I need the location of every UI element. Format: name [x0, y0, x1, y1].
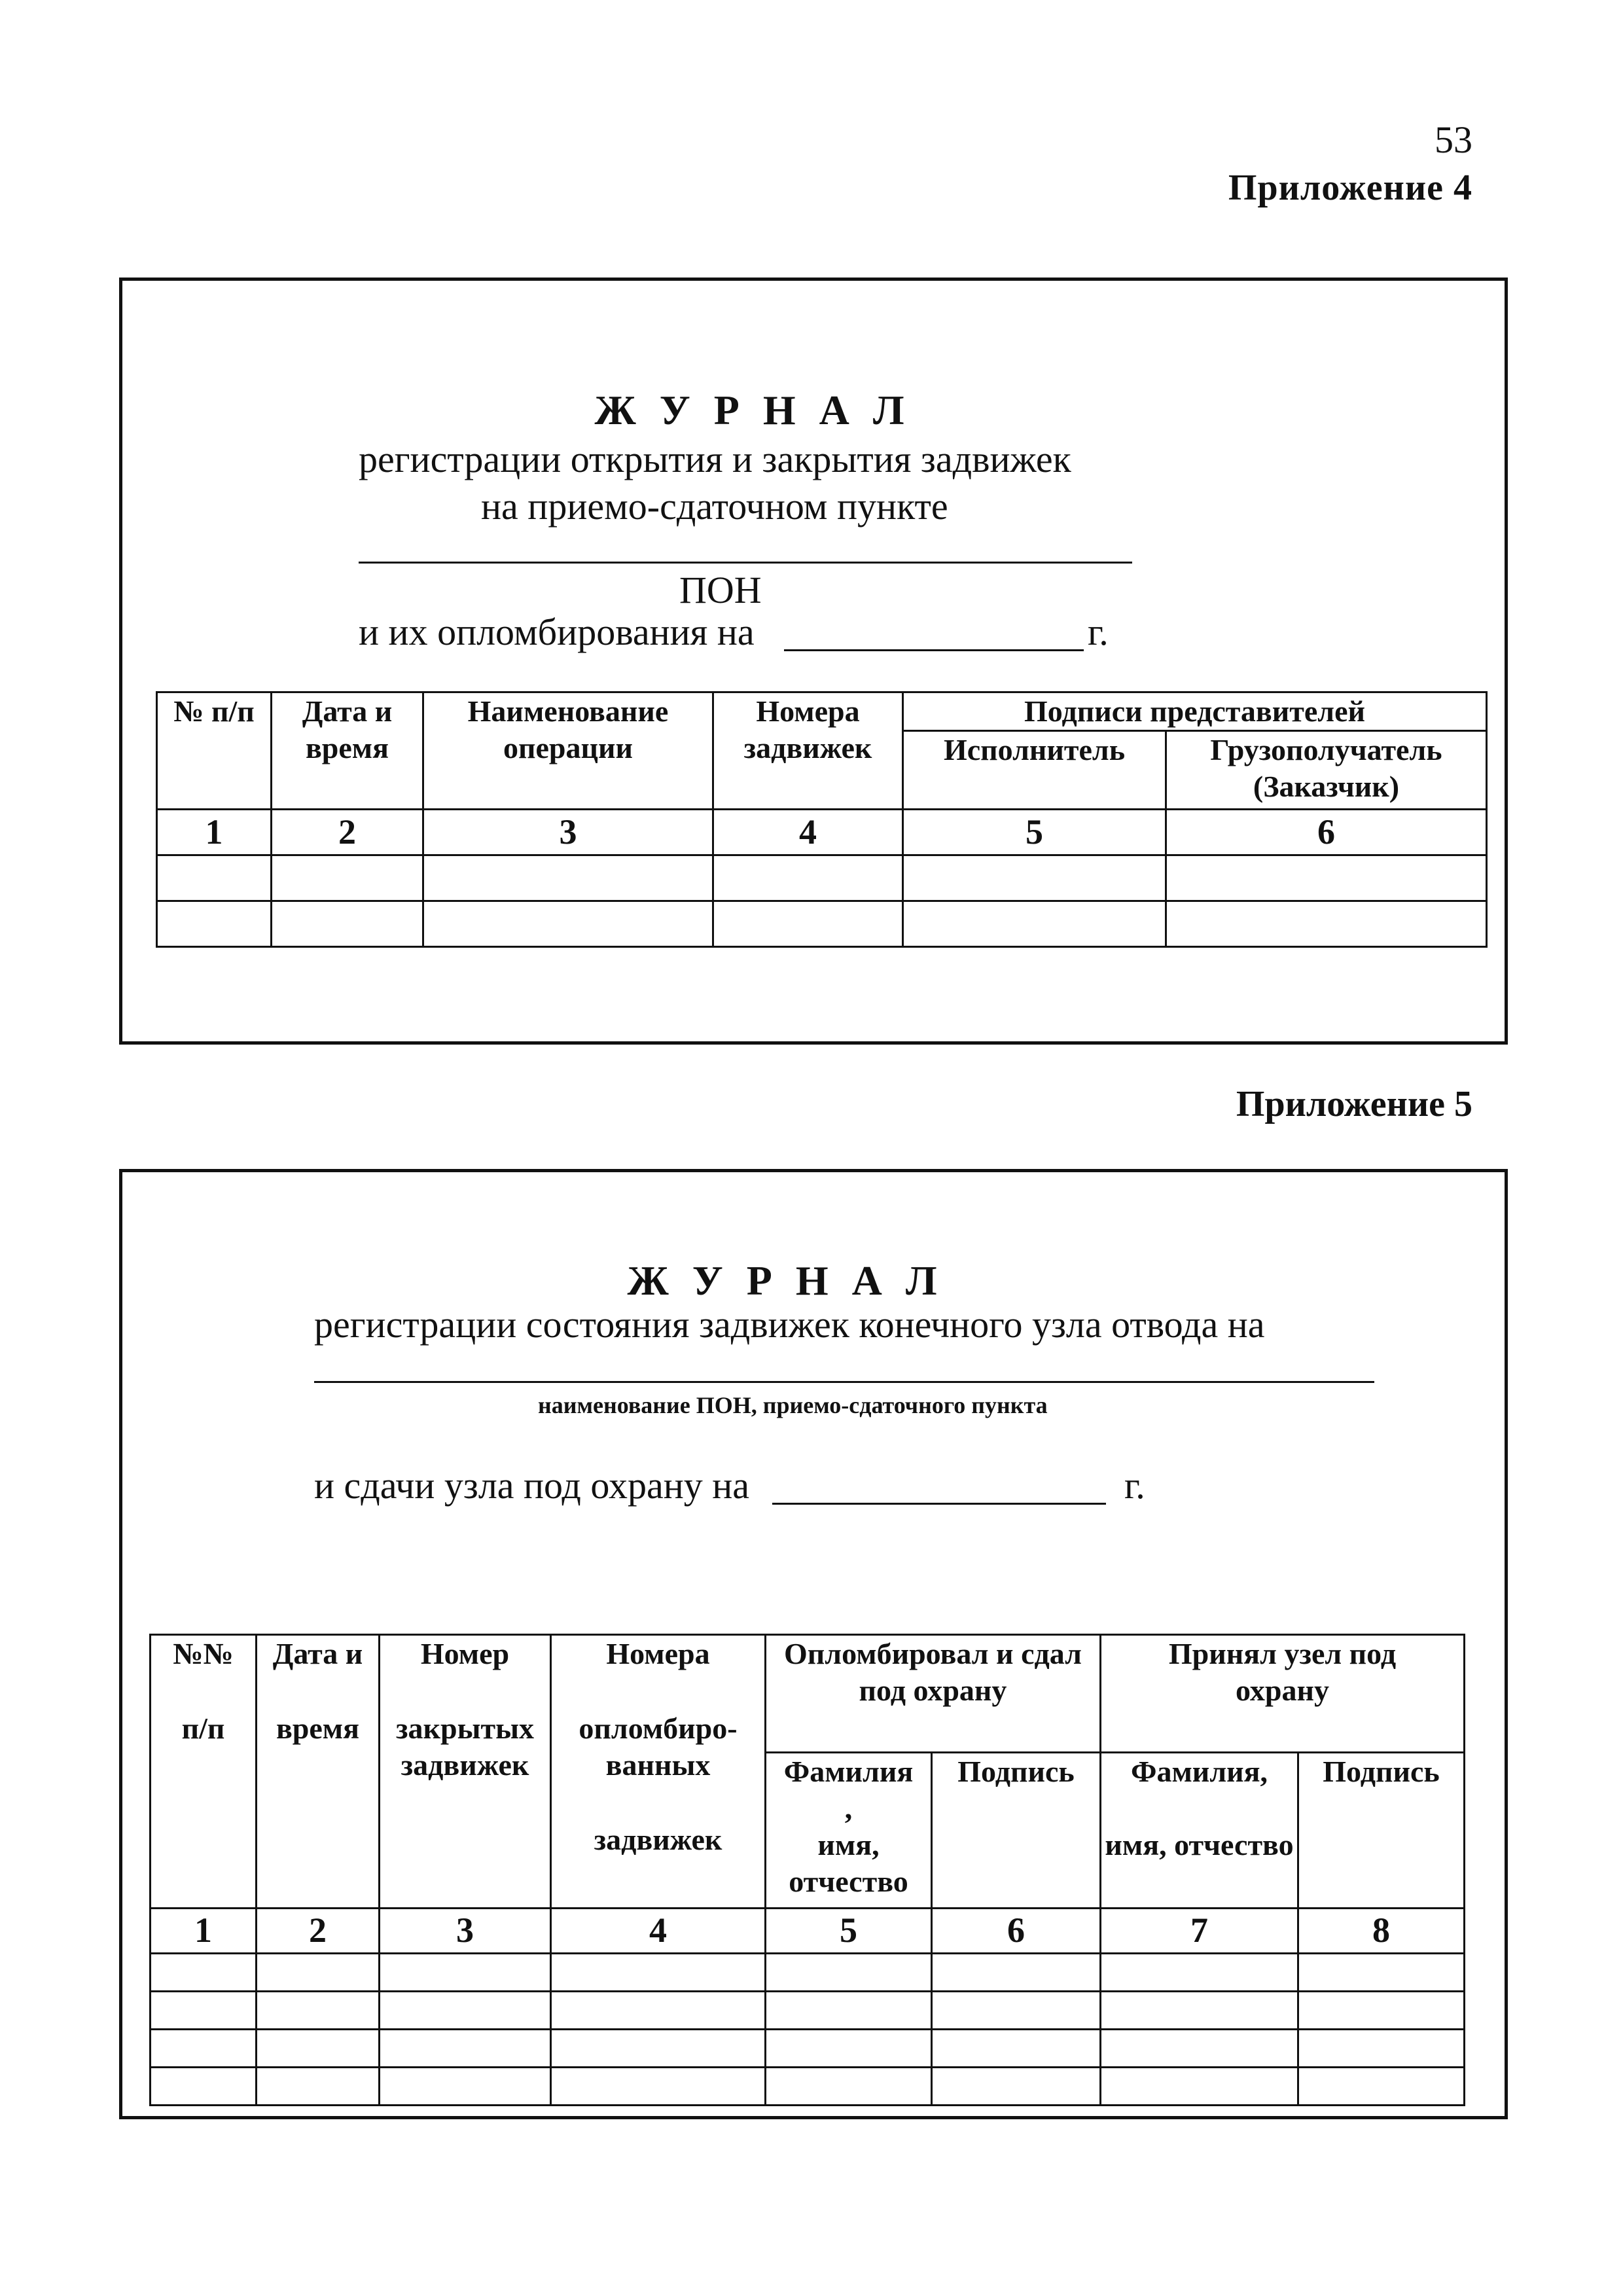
column-number: 7 — [1101, 1909, 1298, 1954]
column-number: 1 — [157, 810, 272, 855]
page-number: 53 — [1435, 118, 1472, 161]
header-date — [257, 1635, 380, 1909]
column-number: 1 — [151, 1909, 257, 1954]
column-number: 5 — [766, 1909, 932, 1954]
column-number: 5 — [903, 810, 1166, 855]
header-sealed-by: Опломбировал и сдал под охрану — [766, 1635, 1101, 1753]
table-row — [157, 855, 1487, 901]
header-closed-top: Номер — [420, 1637, 510, 1670]
header-sealed-middle: опломбиро-ванных — [579, 1712, 738, 1782]
header-sealed-valves — [551, 1635, 766, 1909]
header-consignee: Грузополучатель (Заказчик) — [1166, 731, 1487, 810]
header-signatures: Подписи представителей — [903, 692, 1487, 731]
header-sealed-bottom: задвижек — [594, 1823, 722, 1857]
header-num: № п/п — [157, 692, 272, 810]
header-accepted-by: Принял узел под охрану — [1101, 1635, 1465, 1753]
seal-date-year: г. — [1088, 611, 1109, 653]
header-operation: Наименование операции — [423, 692, 713, 810]
header-fio-2-bottom: имя, отчество — [1105, 1828, 1294, 1862]
header-fio-1-comma: , — [844, 1791, 853, 1825]
appendix-4-label: Приложение 4 — [1228, 168, 1472, 208]
header-sealed-top: Номера — [606, 1637, 710, 1670]
seal-date-blank — [784, 649, 1084, 651]
header-num-top: №№ — [173, 1637, 234, 1670]
header-signature-1: Подпись — [932, 1753, 1101, 1909]
pon-name-caption: наименование ПОН, приемо-сдаточного пункта — [538, 1392, 1048, 1418]
pon-caption: ПОН — [679, 569, 762, 611]
table-row — [151, 2067, 1465, 2105]
header-date: Дата и время — [272, 692, 423, 810]
header-fio-1-bottom: имя, отчество — [789, 1828, 908, 1899]
header-fio-2-top: Фамилия, — [1130, 1755, 1268, 1788]
column-number: 8 — [1298, 1909, 1465, 1954]
journal-title-1: Ж У Р Н А Л — [594, 387, 911, 433]
header-closed-valves — [380, 1635, 551, 1909]
pon-name-blank — [314, 1381, 1374, 1383]
journal-1-table — [156, 691, 1488, 948]
pon-blank-line — [359, 562, 1132, 564]
table-row — [157, 901, 1487, 947]
column-number: 6 — [1166, 810, 1487, 855]
seal-date-text: и их опломбирования на — [359, 611, 755, 653]
journal-1-line-1: регистрации открытия и закрытия задвижек — [359, 438, 1071, 480]
journal-1-line-2: на приемо-сдаточном пункте — [481, 485, 948, 528]
header-valves: Номера задвижек — [713, 692, 903, 810]
table-row — [151, 1991, 1465, 2029]
header-fio-1 — [766, 1753, 932, 1909]
column-number: 6 — [932, 1909, 1101, 1954]
guard-date-blank — [772, 1503, 1106, 1505]
header-fio-1-top: Фамилия — [783, 1755, 914, 1788]
guard-date-text: и сдачи узла под охрану на — [314, 1464, 750, 1507]
journal-2-line-1: регистрации состояния задвижек конечного узла отвода на — [314, 1303, 1265, 1346]
journal-2-table — [149, 1634, 1465, 2106]
column-number: 3 — [380, 1909, 551, 1954]
header-date-top: Дата и — [272, 1637, 363, 1670]
column-number: 3 — [423, 810, 713, 855]
table-row — [151, 1953, 1465, 1991]
header-fio-2 — [1101, 1753, 1298, 1909]
header-signature-2: Подпись — [1298, 1753, 1465, 1909]
column-number: 4 — [551, 1909, 766, 1954]
guard-date-year: г. — [1124, 1464, 1145, 1507]
column-number: 2 — [272, 810, 423, 855]
appendix-5-label: Приложение 5 — [1236, 1084, 1472, 1124]
header-date-bottom: время — [276, 1712, 360, 1746]
column-number: 4 — [713, 810, 903, 855]
header-num-bottom: п/п — [181, 1712, 225, 1746]
journal-title-2: Ж У Р Н А Л — [627, 1257, 944, 1304]
column-number: 2 — [257, 1909, 380, 1954]
header-executor: Исполнитель — [903, 731, 1166, 810]
table-row — [151, 2029, 1465, 2067]
header-num — [151, 1635, 257, 1909]
header-closed-bottom: закрытых задвижек — [396, 1712, 534, 1782]
